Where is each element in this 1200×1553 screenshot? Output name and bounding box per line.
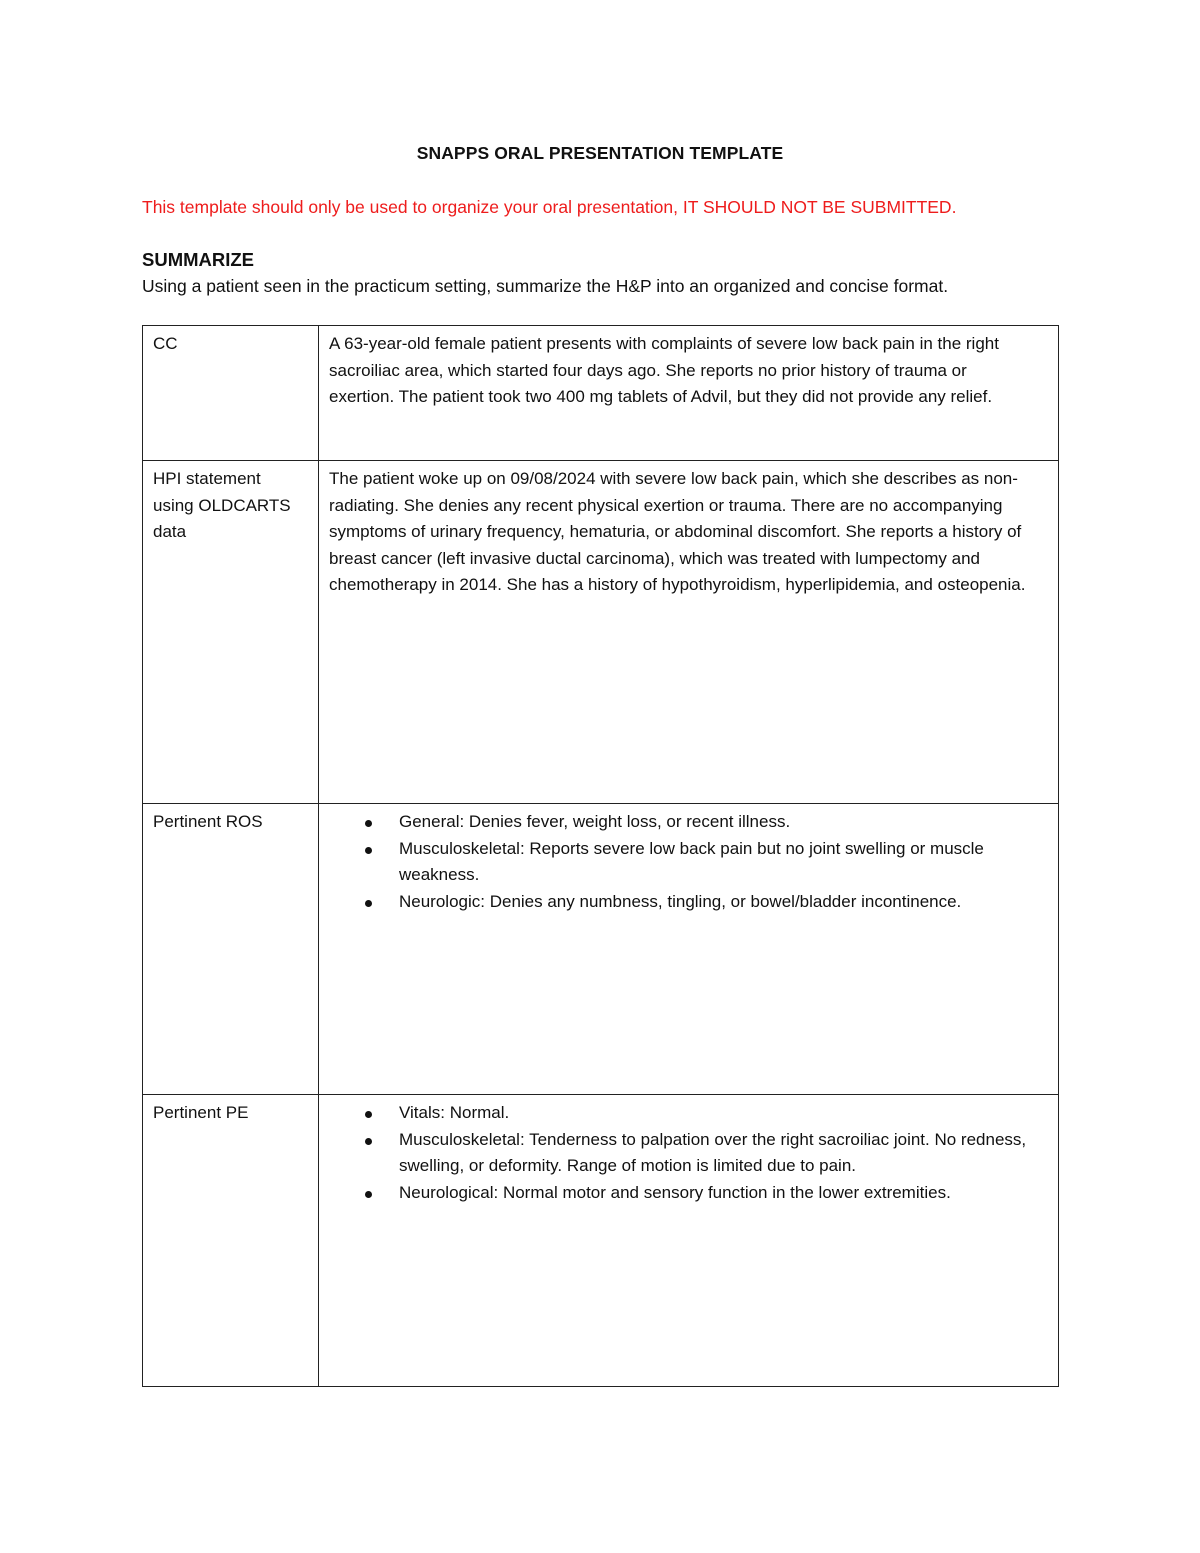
ros-label-cell [143, 804, 319, 1095]
summarize-heading: SUMMARIZE [142, 249, 255, 270]
ros-item-neurologic: Neurologic: Denies any numbness, tingling, or bowel/bladder incontinence. [399, 891, 962, 911]
bullet-icon [365, 820, 372, 827]
ros-item-musculoskeletal: Musculoskeletal: Reports severe low back pain but no joint swelling or muscle weakness. [399, 838, 984, 885]
cc-text: A 63-year-old female patient presents with complaints of severe low back pain in the right sacroiliac area, which started four days ago. She reports no prior history of trauma or exertion. The patient took two 400 mg tablets of Advil, but they did not provide any relief. [329, 334, 999, 407]
table-row-hpi [143, 461, 1059, 804]
ros-list [329, 809, 1048, 915]
document-title: SNAPPS ORAL PRESENTATION TEMPLATE [416, 143, 784, 163]
hpi-text: The patient woke up on 09/08/2024 with severe low back pain, which she describes as non-radiating. She denies any recent physical exertion or trauma. There are no accompanying symptoms of urinary frequency, hematuria, or abdominal discomfort. She reports a history of breast cancer (left invasive ductal carcinoma), which was treated with lumpectomy and chemotherapy in 2014. She has a history of hypothyroidism, hyperlipidemia, and osteopenia. [329, 469, 1026, 595]
list-item [329, 1127, 1039, 1180]
bullet-icon [365, 900, 372, 907]
ros-item-general: General: Denies fever, weight loss, or recent illness. [399, 812, 791, 831]
cc-content-cell [319, 326, 1059, 461]
bullet-icon [365, 847, 372, 854]
hpi-label: HPI statement using OLDCARTS data [153, 469, 291, 542]
pe-content-cell [319, 1095, 1059, 1387]
pe-item-musculoskeletal: Musculoskeletal: Tenderness to palpation over the right sacroiliac joint. No redness, swelling, or deformity. Range of motion is limited due to pain. [399, 1129, 1027, 1176]
hpi-content-cell [319, 461, 1059, 804]
hpi-label-cell [143, 461, 319, 804]
pe-item-neurological: Neurological: Normal motor and sensory function in the lower extremities. [399, 1182, 951, 1202]
list-item [329, 836, 1039, 889]
submission-notice: This template should only be used to organize your oral presentation, IT SHOULD NOT BE SUBMITTED. [142, 197, 957, 217]
list-item [329, 1100, 1039, 1127]
summarize-description: Using a patient seen in the practicum setting, summarize the H&P into an organized and concise format. [142, 276, 949, 296]
ros-content-cell [319, 804, 1059, 1095]
list-item [329, 1180, 1039, 1207]
table-row-pe [143, 1095, 1059, 1387]
list-item [329, 889, 1039, 916]
table-row-cc [143, 326, 1059, 461]
bullet-icon [365, 1191, 372, 1198]
pe-list [329, 1100, 1048, 1206]
cc-label: CC [153, 334, 178, 353]
ros-label: Pertinent ROS [153, 812, 263, 831]
bullet-icon [365, 1138, 372, 1145]
table-row-ros [143, 804, 1059, 1095]
list-item [329, 809, 1039, 836]
cc-label-cell [143, 326, 319, 461]
bullet-icon [365, 1111, 372, 1118]
pe-label: Pertinent PE [153, 1103, 249, 1122]
pe-item-vitals: Vitals: Normal. [399, 1103, 510, 1122]
pe-label-cell [143, 1095, 319, 1387]
hp-summary-table [142, 325, 1059, 1387]
